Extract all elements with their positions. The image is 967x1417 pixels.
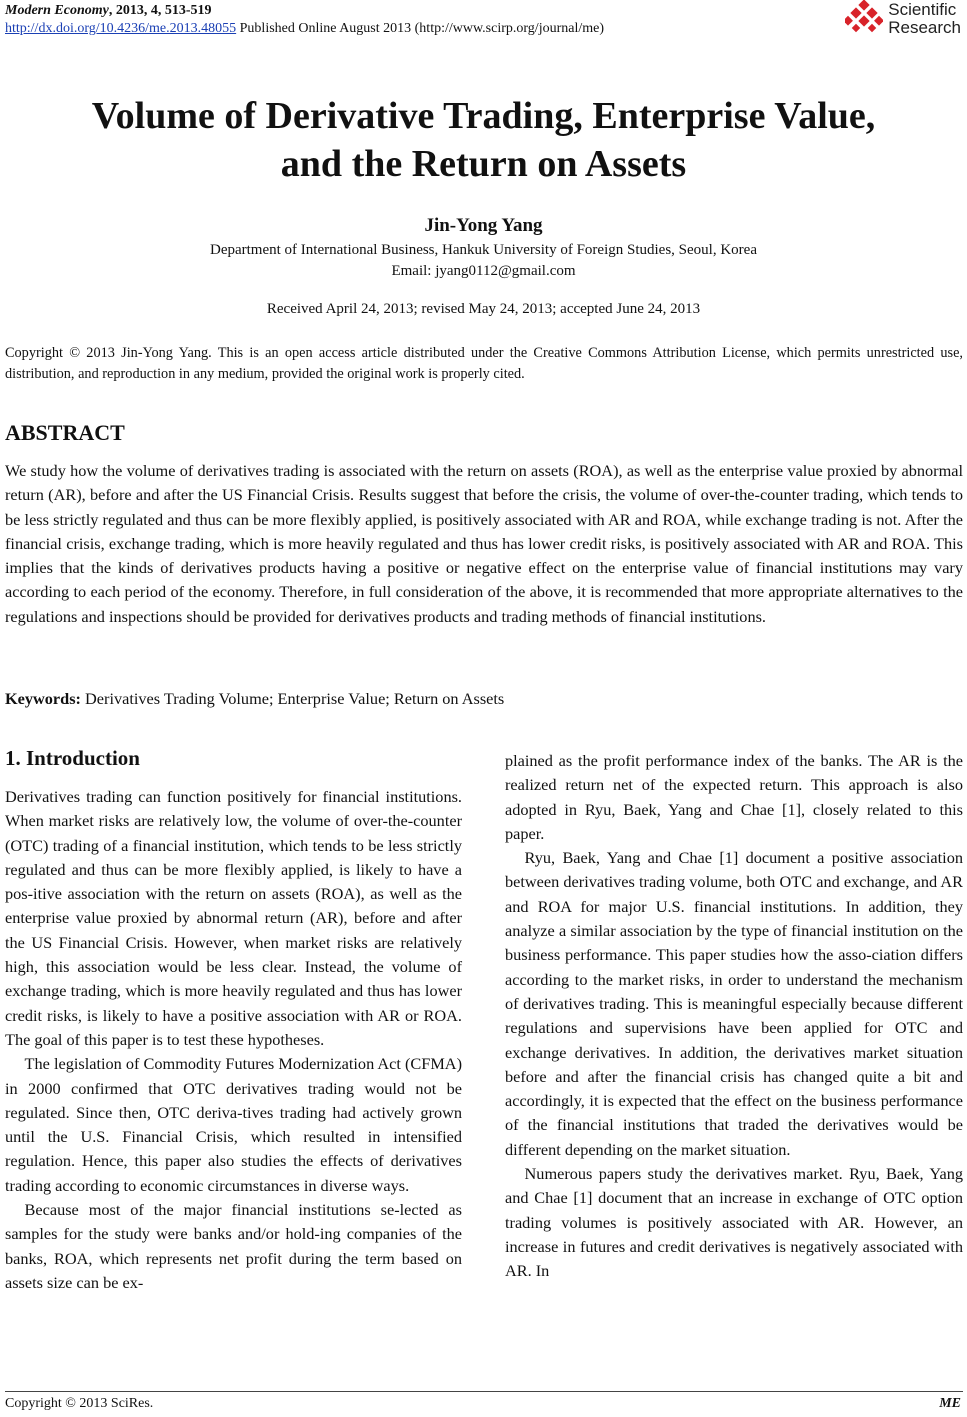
title-line-2: and the Return on Assets [280, 143, 687, 185]
footer-copyright: Copyright © 2013 SciRes. [5, 1396, 154, 1411]
published-info: Published Online August 2013 (http://www.scirp.org/journal/me) [236, 21, 605, 36]
logo-text [888, 1, 961, 37]
volume-info: , 2013, 4, 513-519 [108, 3, 212, 18]
abstract-heading: ABSTRACT [5, 420, 125, 445]
paragraph: The legislation of Commodity Futures Modernization Act (CFMA) in 2000 confirmed that OTC derivatives trading would not be regulated. Since then, OTC deriva-tives trading had actively grown until the U.S. Financial Crisis, which resulted in intensified regulation. Hence, this paper also studies the effects of derivatives trading according to economic circumstances in diverse ways. [5, 1054, 462, 1195]
logo-line-2: Research [888, 18, 961, 37]
logo-line-1: Scientific [888, 0, 957, 19]
author-affiliation-block [0, 240, 967, 282]
keywords-line [5, 689, 504, 709]
section-heading-introduction: 1. Introduction [5, 746, 140, 770]
right-column [505, 749, 963, 1284]
paragraph: plained as the profit performance index of the banks. The AR is the realized return net of the expected return. This approach is also adopted in Ryu, Baek, Yang and Chae [1], closely related to this paper. [505, 751, 963, 843]
left-column [5, 785, 462, 1295]
doi-line [5, 20, 604, 38]
copyright-notice: Copyright © 2013 Jin-Yong Yang. This is an open access article distributed under the Creative Commons Attribution License, which permits unrestricted use, distribution, and reproduction in any medium, provided the original work is properly cited. [5, 345, 963, 382]
keywords-text: Derivatives Trading Volume; Enterprise Value; Return on Assets [80, 689, 505, 708]
footer-divider [5, 1391, 963, 1392]
running-header [5, 2, 604, 38]
journal-citation-line [5, 2, 604, 20]
author-name: Jin-Yong Yang [424, 215, 543, 236]
doi-link[interactable]: http://dx.doi.org/10.4236/me.2013.48055 [5, 21, 237, 36]
journal-name: Modern Economy [5, 3, 109, 18]
paper-title [0, 92, 967, 188]
title-line-1: Volume of Derivative Trading, Enterprise Value, [91, 95, 876, 137]
paragraph: Because most of the major financial institutions se-lected as samples for the study were banks and/or hold-ing companies of the banks, ROA, which represents net profit during the term based on assets size can be ex- [5, 1200, 462, 1292]
received-dates: Received April 24, 2013; revised May 24, 2013; accepted June 24, 2013 [266, 301, 701, 317]
keywords-label: Keywords: [5, 689, 81, 708]
publisher-logo-icon [845, 0, 883, 38]
author-email: Email: jyang0112@gmail.com [391, 263, 576, 279]
paragraph: Ryu, Baek, Yang and Chae [1] document a positive association between derivatives trading volume, both OTC and exchange, and AR and ROA for major U.S. financial institutions. In addition, they analyze a similar association by the type of financial institution on the business performance. This paper studies how the asso-ciation differs according to the market risks, in order to understand the mechanism of derivatives trading. This is meaningful especially because different regulations and supervisions have been applied for OTC and exchange derivatives. In addition, the derivatives market situation before and after the financial crisis has changed quite a bit and accordingly, it is expected that the effect on the business performance of the financial institutions that traded the derivatives would be different depending on the market situation. [505, 848, 963, 1159]
affiliation: Department of International Business, Hankuk University of Foreign Studies, Seoul, Korea [210, 242, 757, 258]
abstract-text: We study how the volume of derivatives trading is associated with the return on assets (ROA), as well as the enterprise value proxied by abnormal return (AR), before and after the US Financial Crisis. Results suggest that before the crisis, the volume of over-the-counter trading, which tends to be less strictly regulated and thus can be more flexibly applied, is positively associated with AR and ROA, while exchange trading is not. After the financial crisis, exchange trading, which is more heavily regulated and thus has lower credit risks, is positively associated with AR and ROA. This implies that the kinds of derivatives products having a positive or negative effect on the enterprise value of financial institutions may vary according to each period of the economy. Therefore, in full consideration of the above, it is recommended that more appropriate alternatives to the regulations and inspections should be provided for derivatives products and trading methods of financial institutions. [5, 461, 963, 626]
paragraph: Numerous papers study the derivatives market. Ryu, Baek, Yang and Chae [1] document that an increase in exchange of OTC option trading volumes is positively associated with AR. However, an increase in futures and credit derivatives is negatively associated with AR. In [505, 1164, 963, 1281]
scientific-research-logo [845, 0, 961, 38]
paragraph: Derivatives trading can function positively for financial institutions. When market risks are relatively low, the volume of over-the-counter (OTC) trading of a financial institution, which tends to be less strictly regulated and thus can be more flexibly applied, is likely to have a pos-itive association with the return on assets (ROA), as well as the enterprise value proxied by abnormal return (AR), before and after the US Financial Crisis. However, when market risks are relatively high, this association would be less clear. Instead, the volume of exchange trading, which is more heavily regulated and thus has lower credit risks, is likely to have a positive association with AR or ROA. The goal of this paper is to test these hypotheses. [5, 787, 462, 1049]
footer-journal-abbr: ME [939, 1396, 961, 1411]
